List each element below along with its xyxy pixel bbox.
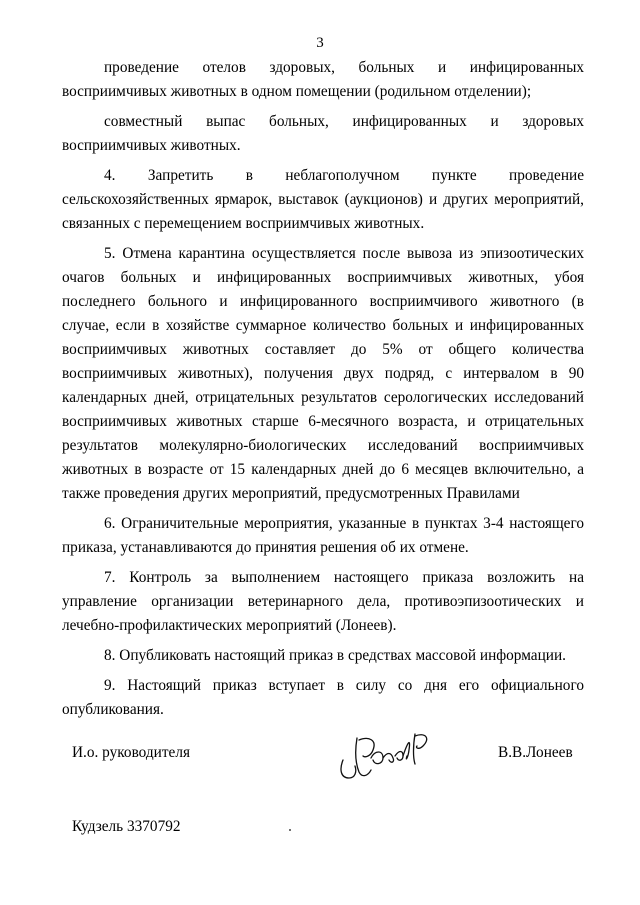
paragraph-grazing: совместный выпас больных, инфицированных и здоровых восприимчивых животных. [62, 113, 584, 154]
executor-contact: Кудзель 3370792 [72, 818, 181, 835]
signatory-name: В.В.Лонеев [498, 744, 573, 761]
signatory-role: И.о. руководителя [72, 744, 191, 761]
paragraph-item-6: 6. Ограничительные мероприятия, указанные в пунктах 3-4 настоящего приказа, устанавливаются до принятия решения об их отмене. [62, 515, 584, 556]
paragraph-calving: проведение отелов здоровых, больных и инфицированных восприимчивых животных в одном помещении (родильном отделении); [62, 59, 584, 100]
stray-mark [289, 829, 291, 831]
paragraph-item-7: 7. Контроль за выполнением настоящего приказа возложить на управление организации ветеринарного дела, противоэпизоотических и лечебно-профилактических мероприятий (Лонеев). [62, 569, 584, 634]
paragraph-item-9: 9. Настоящий приказ вступает в силу со дня его официального опубликования. [62, 677, 584, 718]
paragraph-item-4: 4. Запретить в неблагополучном пункте проведение сельскохозяйственных ярмарок, выставок (аукционов) и других мероприятий, связанных с перемещением восприимчивых животных. [62, 167, 584, 232]
handwritten-signature [335, 720, 440, 785]
page-number: 3 [316, 35, 324, 51]
paragraph-item-8: 8. Опубликовать настоящий приказ в средствах массовой информации. [104, 647, 566, 664]
paragraph-item-5: 5. Отмена карантина осуществляется после вывоза из эпизоотических очагов больных и инфицированных восприимчивых животных, убоя последнего больного и инфицированного восприимчивого животного (в случае, если в хозяйстве суммарное количество больных и инфицированных восприимчивых животных составляет до 5% от общего количества восприимчивых животных), получения двух подряд, с интервалом в 90 календарных дней, отрицательных результатов серологических исследований восприимчивых животных старше 6-месячного возраста, и отрицательных результатов молекулярно-биологических исследований восприимчивых животных в возрасте от 15 календарных дней до 6 месяцев включительно, а также проведения других мероприятий, предусмотренных Правилами [62, 245, 584, 502]
order-text [62, 56, 584, 728]
